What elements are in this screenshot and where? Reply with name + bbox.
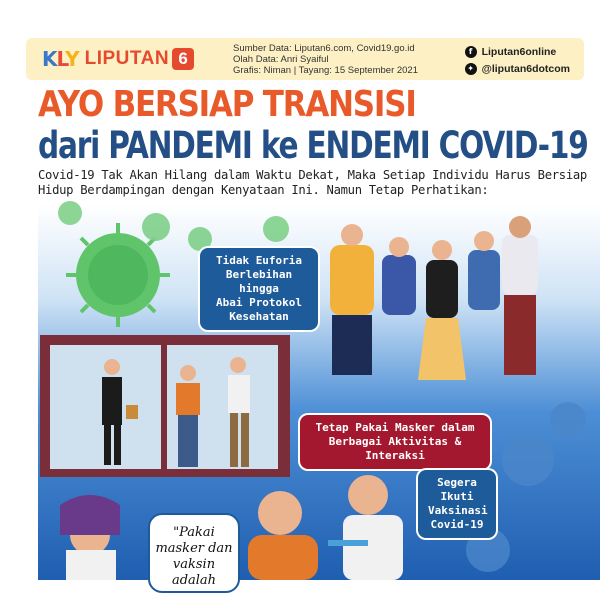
- facebook-icon: f: [465, 46, 477, 58]
- brand-number: 6: [172, 48, 194, 70]
- credit-graphic: Grafis: Niman | Tayang: 15 September 2021: [233, 65, 419, 76]
- subtitle-line-2: Hidup Berdampingan dengan Kenyataan Ini. Namun Tetap Perhatikan:: [38, 183, 489, 197]
- twitter-label: @liputan6dotcom: [481, 62, 570, 75]
- callout-line: Berbagai Aktivitas & Interaksi: [328, 435, 462, 462]
- callout-line: Tetap Pakai Masker dalam: [315, 421, 475, 434]
- callout-line: Segera Ikuti: [437, 476, 477, 503]
- callout-no-euphoria: [200, 248, 318, 330]
- subtitle: [38, 168, 587, 198]
- callout-line: Abai Protokol: [215, 296, 303, 309]
- facebook-label: Liputan6online: [481, 45, 557, 58]
- title-line-1: AYO BERSIAP TRANSISI: [38, 84, 416, 125]
- header-bar: [26, 38, 584, 80]
- kly-y: Y: [65, 47, 79, 71]
- social-twitter[interactable]: [465, 61, 570, 76]
- subtitle-line-1: Covid-19 Tak Akan Hilang dalam Waktu Dekat, Maka Setiap Individu Harus Bersiap: [38, 168, 587, 182]
- twitter-icon: ✦: [465, 63, 477, 75]
- quote-line: "Pakai: [173, 525, 215, 540]
- quote-line: vaksin adalah: [171, 557, 217, 588]
- title-line-2: dari PANDEMI ke ENDEMI COVID-19: [38, 124, 588, 167]
- callout-line: Berlebihan hingga: [225, 268, 293, 295]
- brand-name: LIPUTAN: [84, 48, 170, 69]
- callout-vaccination: [418, 470, 496, 538]
- credits: [233, 43, 418, 76]
- credit-data: Olah Data: Anri Syaiful: [233, 54, 329, 65]
- callout-line: Covid-19: [430, 518, 484, 531]
- callout-line: Kesehatan: [229, 310, 289, 323]
- kly-k: K: [42, 47, 57, 71]
- quote-bubble: [148, 513, 240, 593]
- social-links: [465, 44, 570, 78]
- callout-line: Vaksinasi: [428, 504, 488, 517]
- kly-l: L: [56, 47, 66, 71]
- illustration-scene: [38, 205, 600, 580]
- liputan6-logo[interactable]: [42, 47, 194, 71]
- callout-wear-mask: [300, 415, 490, 469]
- credit-source: Sumber Data: Liputan6.com, Covid19.go.id: [233, 43, 415, 54]
- kly-logo: [42, 47, 79, 71]
- quote-line: masker dan: [155, 541, 233, 556]
- social-facebook[interactable]: [465, 44, 570, 59]
- callout-line: Tidak Euforia: [215, 254, 303, 267]
